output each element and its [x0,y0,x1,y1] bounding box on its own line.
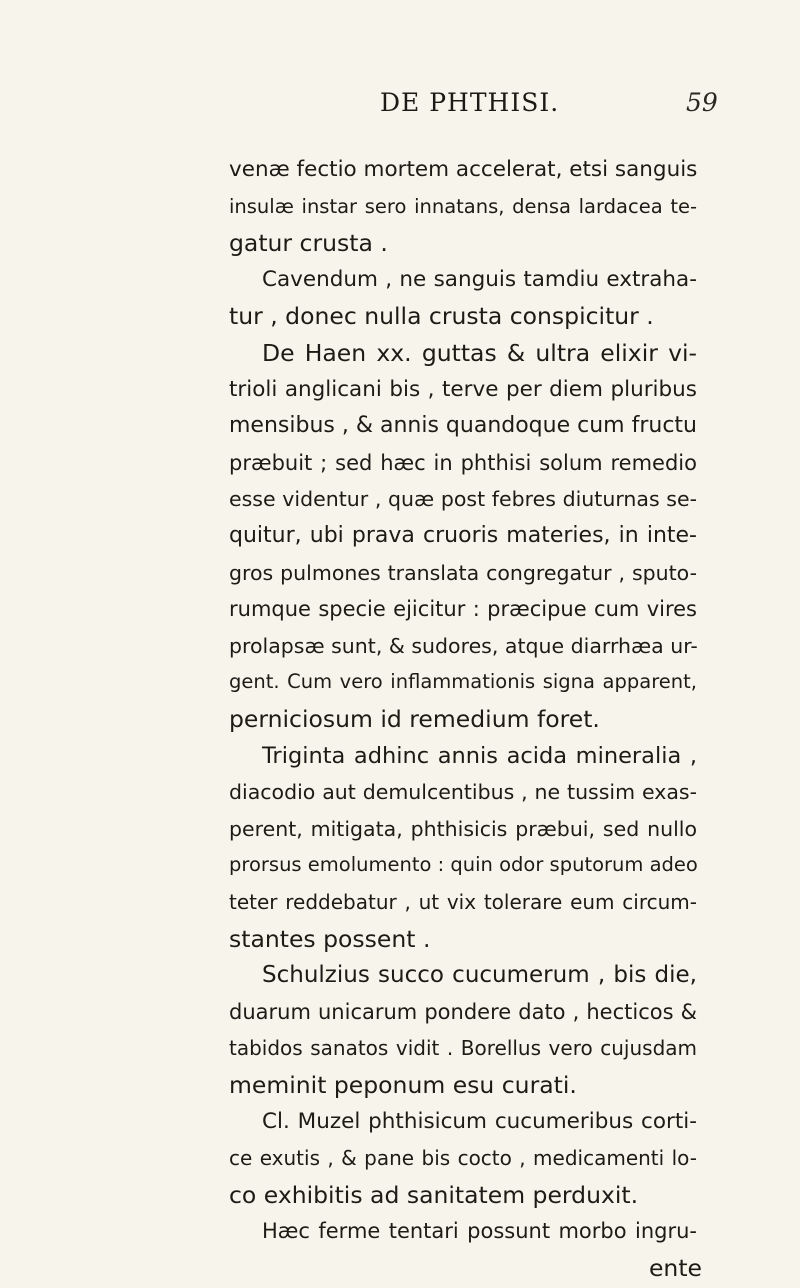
text-line: De Haen xx. guttas & ultra elixir vi- [262,339,697,367]
text-line: Cavendum , ne sanguis tamdiu extraha- [262,266,697,292]
text-line: stantes possent . [229,924,431,953]
text-line: præbuit ; sed hæc in phthisi solum remedio [229,450,697,475]
text-line: co exhibitis ad sanitatem perduxit. [229,1180,639,1209]
text-line: gros pulmones translata congregatur , sputo- [229,560,697,585]
text-line: ce exutis , & pane bis cocto , medicamenti lo- [229,1146,697,1171]
text-line: Hæc ferme tentari possunt morbo ingru- [262,1219,697,1244]
text-line: prolapsæ sunt, & sudores, atque diarrhæa ur- [229,633,698,658]
text-line: gent. Cum vero inflammationis signa apparent, [229,670,697,694]
text-line: perniciosum id remedium foret. [229,705,600,733]
text-line: quitur, ubi prava cruoris materies, in inte- [229,523,697,548]
text-line: Triginta adhinc annis acida mineralia , [262,742,697,769]
running-title: DE PHTHISI. [380,88,560,117]
text-line: esse videntur , quæ post febres diuturnas se- [229,487,697,512]
text-line: mensibus , & annis quandoque cum fructu [229,413,697,439]
text-line: Schulzius succo cucumerum , bis die, [262,962,697,989]
text-line: trioli anglicani bis , terve per diem pluribus [229,376,697,402]
text-line: tabidos sanatos vidit . Borellus vero cujusdam [229,1036,697,1061]
text-line: diacodio aut demulcentibus , ne tussim exas- [229,780,697,805]
text-line: prorsus emolumento : quin odor sputorum adeo [229,853,698,877]
catchword: ente [648,1254,702,1282]
text-line: tur , donec nulla crusta conspicitur . [229,302,654,331]
text-line: venæ fectio mortem accelerat, etsi sanguis [229,157,698,182]
page-number: 59 [686,88,718,117]
text-line: gatur crusta . [229,229,388,258]
text-line: Cl. Muzel phthisicum cucumeribus corti- [262,1108,697,1134]
text-line: insulæ instar sero innatans, densa lardacea te- [229,194,697,218]
text-line: perent, mitigata, phthisicis præbui, sed nullo [229,816,697,841]
text-line: duarum unicarum pondere dato , hecticos & [229,999,697,1024]
text-line: meminit peponum esu curati. [229,1071,577,1099]
text-line: teter reddebatur , ut vix tolerare eum circum- [229,890,697,914]
text-line: rumque specie ejicitur : præcipue cum vires [229,597,697,622]
